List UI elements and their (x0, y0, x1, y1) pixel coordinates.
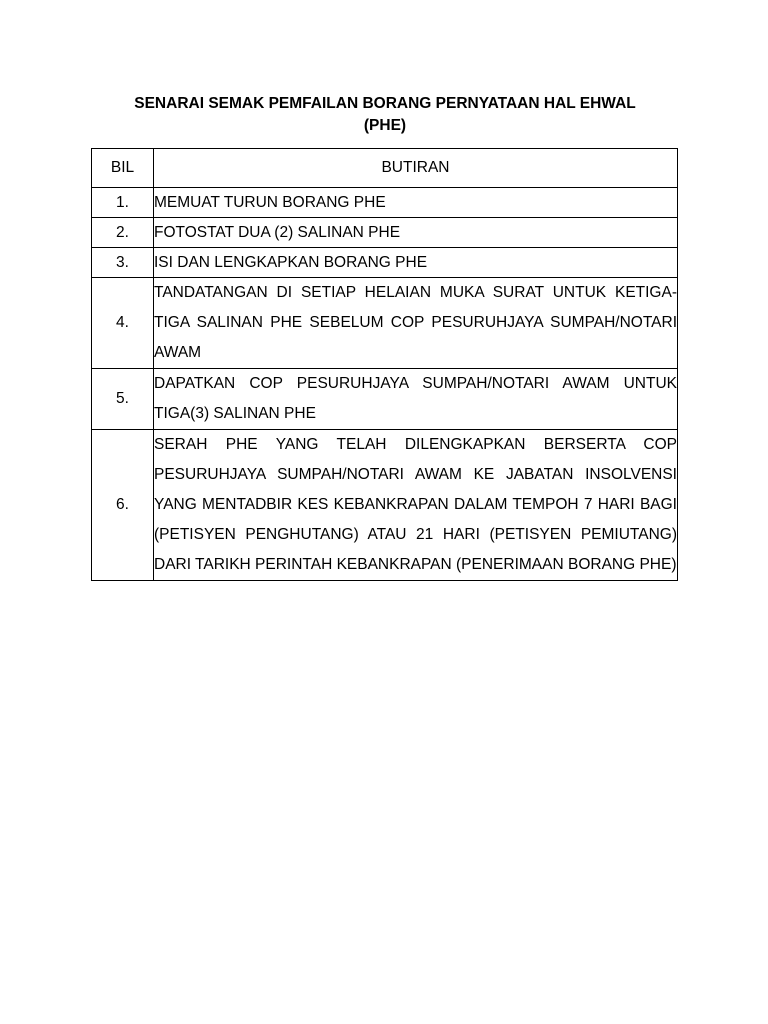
header-bil: BIL (92, 149, 154, 188)
row-description: MEMUAT TURUN BORANG PHE (154, 188, 678, 218)
row-number: 4. (92, 278, 154, 369)
row-number: 2. (92, 218, 154, 248)
row-description: DAPATKAN COP PESURUHJAYA SUMPAH/NOTARI AWAM UNTUK TIGA(3) SALINAN PHE (154, 369, 678, 430)
checklist-table (91, 148, 678, 581)
table-row (92, 278, 678, 369)
row-description: SERAH PHE YANG TELAH DILENGKAPKAN BERSERTA COP PESURUHJAYA SUMPAH/NOTARI AWAM KE JABATAN INSOLVENSI YANG MENTADBIR KES KEBANKRAPAN DALAM TEMPOH 7 HARI BAGI (PETISYEN PENGHUTANG) ATAU 21 HARI (PETISYEN PEMIUTANG) DARI TARIKH PERINTAH KEBANKRAPAN (PENERIMAAN BORANG PHE) (154, 430, 678, 581)
table-row (92, 248, 678, 278)
title-line-2: (PHE) (363, 117, 407, 134)
row-number: 1. (92, 188, 154, 218)
page-title (92, 93, 678, 137)
table-row (92, 188, 678, 218)
row-number: 5. (92, 369, 154, 430)
table-row (92, 369, 678, 430)
row-number: 3. (92, 248, 154, 278)
row-description: TANDATANGAN DI SETIAP HELAIAN MUKA SURAT UNTUK KETIGA-TIGA SALINAN PHE SEBELUM COP PESURUHJAYA SUMPAH/NOTARI AWAM (154, 278, 678, 369)
row-description: ISI DAN LENGKAPKAN BORANG PHE (154, 248, 678, 278)
row-number: 6. (92, 430, 154, 581)
table-row (92, 218, 678, 248)
table-row (92, 430, 678, 581)
row-description: FOTOSTAT DUA (2) SALINAN PHE (154, 218, 678, 248)
table-header-row (92, 149, 678, 188)
title-line-1: SENARAI SEMAK PEMFAILAN BORANG PERNYATAAN HAL EHWAL (134, 95, 636, 112)
header-butiran: BUTIRAN (154, 149, 678, 188)
